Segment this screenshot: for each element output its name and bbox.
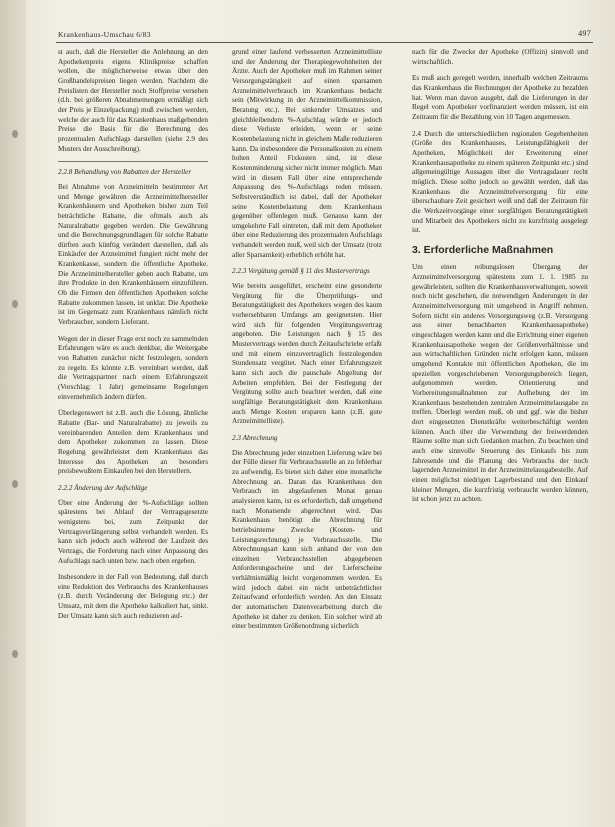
- paragraph: st auch, daß die Hersteller die Anlehnung an den Apothekenpreis eigens Klinikpreise schaffen wollen, die möglicherweise etwas über den Großhandelspreisen liegen werden. Nachdem die Preislisten der Hersteller noch Stoffpreise versehen (d.h. bei größeren Abnahmemengen ermäßigt sich der Preis je Einzelpackung) muß zwischen werden, welche der auch für das Krankenhaus maßgebenden Preise die Basis für die Berechnung des prozentualen Aufschlags darstellen (siehe 2.9 des Musters der Ausschreibung).: [58, 48, 208, 153]
- column-2: [232, 48, 382, 639]
- punch-hole: [12, 130, 18, 138]
- column-1: [58, 48, 208, 628]
- subsection-heading: 2.3 Abrechnung: [232, 433, 278, 442]
- subsection-heading: 2.2.8 Behandlung von Rabatten der Hersteller: [58, 168, 192, 177]
- paragraph: Wie bereits ausgeführt, erscheint eine gesonderte Vergütung für die Überprüfungs- und Beratungstätigkeit des Apothekers wegen des kaum vorhersehbaren Umfangs am geeignetsten. Hier wird sich für folgenden Vergütungsvertrag angeboten. Die Leistungen nach § 15 des Mustervertrags werden durch Zeitaufschriebe erfaßt und mit einem einzuvertraglich festzulegenden Stundensatz vergütet. Nach einer Erfahrungszeit kann sich auch die pauschale Abgeltung der Arbeiten empfehlen. Bei der Festlegung der Vergütung sollte auch beachtet werden, daß eine sorgfältige Beratungstätigkeit dem Krankenhaus auch Menge Kosten ersparen kann (z.B. gute Arzneimittelliste).: [232, 282, 382, 426]
- section-heading: 3. Erforderliche Maßnahmen: [412, 243, 554, 256]
- paragraph: Es muß auch geregelt werden, innerhalb welchen Zeitraums das Krankenhaus die Rechnungen der Apotheke zu bezahlen hat. Wenn man davon ausgeht, daß die Lieferungen in der Regel vom Apotheker vorfinanziert werden müssen, ist ein Zeitraum für die Bezahlung von 10 Tagen angemessen.: [412, 74, 588, 121]
- running-header: [56, 28, 593, 43]
- column-3: [412, 48, 588, 512]
- paragraph: Bei Abnahme von Arzneimitteln bestimmter Art und Menge gewähren die Arzneimittelhersteller Krankenhäusern und Apotheken bisher zum Teil beträchtliche Rabatte, die oftmals auch als Naturalrabatte gegeben werden. Die Gewährung und die Berechnungsgrundlagen für solche Rabatte dürften auch künftig verändert darstellen, daß als Einkäufer der Arzneimittel fungiert nicht mehr der Krankenkasse, sondern die öffentliche Apotheke. Die Arzneimittelhersteller geben auch Rabatte, um ihre Produkte in den Krankenhäusern einzuführen. Ob die Firmen den öffentlichen Apotheken solche Rabatte zukommen lassen, ist unklar. Die Apotheke ist im Gegensatz zum Krankenhaus nämlich nicht Verbraucher, sondern Lieferant.: [58, 182, 208, 327]
- divider: [58, 161, 208, 162]
- punch-hole: [12, 480, 18, 488]
- page-number: 497: [578, 29, 591, 38]
- punch-hole: [12, 650, 18, 658]
- paragraph: nach für die Zwecke der Apotheke (Offizin) sinnvoll und wirtschaftlich.: [412, 48, 588, 66]
- subsection-heading: 2.2.3 Vergütung gemäß § 11 des Mustervertrags: [232, 267, 370, 276]
- punch-hole: [12, 300, 18, 308]
- journal-issue: Krankenhaus-Umschau 6/83: [58, 30, 151, 39]
- paragraph: Die Abrechnung jeder einzelnen Lieferung wäre bei der Fülle dieser für Verbrauchsstelle an zu fehlerbar zu aufwendig. Es bietet sich daher eine monatliche Abrechnung an. Daran das Krankenhaus den Verbrauch im abgelaufenen Monat genau analysieren kann, ist es erforderlich, daß umgehend nach Monatsende abgerechnet wird. Das Krankenhaus benötigt die Abrechnung für betriebsinterne Zwecke (Kosten- und Leistungsrechnung) je Verbrauchsstelle. Die Abrechnungsart kann sich anhand der von den einzelnen Verbrauchsstellen abgegebenen Anforderungsscheine und der Lieferscheine verhältnismäßig leicht vorgenommen werden. Es wird jedoch dabei ein nicht unbeträchtlicher Zeitaufwand erforderlich werden. An den Einsatz der automatischen Datenverarbeitung durch die Apotheke ist daher zu denken. Ein solcher wird ab einer bestimmten Größenordnung sicherlich: [232, 448, 382, 631]
- paragraph: Überlegenswert ist z.B. auch die Lösung, ähnliche Rabatte (Bar- und Naturalrabatte) zu jeweils zu vereinbarenden Anteilen dem Krankenhaus und dem Apotheker zukommen zu lassen. Diese Regelung gewährleistet dem Krankenhaus das Interesse des Apotheken an besonders preisbewußtem Einkaufen bei den Herstellern.: [58, 409, 208, 476]
- subsection-heading: 2.2.2 Änderung der Aufschläge: [58, 483, 148, 492]
- paragraph: 2.4 Durch die unterschiedlichen regionalen Gegebenheiten (Größe des Krankenhauses, Leistungsfähigkeit der Apotheken, Möglichkeit der Erweiterung einer Krankenhausapotheke zu einem späteren Zeitpunkt etc.) sind allgemeingültige Aussagen über die Vertragsdauer recht möglich. Diese sollte jedoch so gewählt werden, daß das Krankenhaus die Arzneimittelversorgung für eine überschaubare Zeit gesichert weiß und daß der Zeitraum für die Werkzeitvorgänge einer sorgfältigen Beratungstätigkeit und Mitarbeit des Apothekers nicht zu kurzfristig ausgelegt ist.: [412, 129, 588, 235]
- paragraph: Über eine Änderung der %-Aufschläge sollten spätestens bei Ablauf der Vertragsgesetzte wenigstens bei, zum Zeitpunkt der Vertragsverlängerung selbst verhandelt werden. Es kann sich jedoch auch während der Laufzeit des Vertrags, die Forderung nach einer Anpassung des Aufschlags nach unten bzw. nach oben ergeben.: [58, 498, 208, 565]
- paragraph: Wegen der in dieser Frage erst noch zu sammelnden Erfahrungen wäre es auch denkbar, die Weitergabe von Rabatten zunächst nicht festzulegen, sondern zu regeln. Es könnte z.B. vereinbart werden, daß die Vertragspartner nach einem Erfahrungszeit (Vorschlag: 1 Jahr) gemeinsame Regelungen einvernehmlich ändern dürfen.: [58, 334, 208, 401]
- paragraph: grund einer laufend verbesserten Arzneimittelliste und der Änderung der Therapiegewohnheiten der Ärzte. Auch der Apotheker muß im Rahmen seiner Versorgungstätigkeit auf einen sparsamen Arzneimittelverbrauch im Krankenhaus bedacht sein (Mitwirkung in der Arzneimittelkommission, Beratung etc.). Bei sinkender Umsatzes und gleichbleibendem %-Aufschlag würde er jedoch diese Verluste erleiden, wenn er seine Kostenbelastung nicht in gleichem Maße reduzieren kann. Da insbesondere die Personalkosten zu einem hohen Anteil Fixkosten sind, ist diese Kostenminderung sicher nicht immer möglich. Man wird in diesem Fall über eine entsprechende Anpassung des %-Aufschlags reden müssen. Selbstverständlich ist dabei, daß der Apotheker seine Kostenbelastung dem Krankenhaus gegenüber offenlegen muß. Genauso kann der umgekehrte Fall eintreten, daß mit dem Apotheker über eine Reduzierung des prozentualen Aufschlags verhandelt werden muß, weil sich der Umsatz (trotz aller Sparsamkeit) erheblich erhöht hat.: [232, 48, 382, 259]
- binding-edge: [0, 0, 26, 827]
- paragraph: Insbesondere in der Fall von Bedeutung, daß durch eine Reduktion des Verbrauchs des Krankenhauses (z.B. durch Veränderung der Belegung etc.) der Umsatz, mit dem die Apotheke kalkuliert hat, sinkt. Der Umsatz kann sich auch reduzieren auf-: [58, 573, 208, 620]
- paragraph: Um einen reibungslosen Übergang der Arzneimittelversorgung spätestens zum 1. 1. 1985 zu gewährleisten, sollten die Krankenhausverwaltungen, soweit noch nicht geschehen, die notwendigen Änderungen in der Arzneimittelversorgung mit umgehend in Angriff nehmen. Sofern nicht ein anderes Versorgungsweg (z.B. Versorgung aus einer benachbarten Krankenhausapotheke) eingeschlagen werden kann und die Errichtung einer eigenen Krankenhausapotheke wegen der Größenverhältnisse und aus wirtschaftlichen Gründen nicht erfolgen kann, müssen umgehend Kontakte mit öffentlichen Apotheken, die im speziellen vorgeschriebenen Versorgungsbereich liegen, aufgenommen werden. Orientierung und Vorbereitungsmaßnahmen zur Aufhebung der im Krankenhaus bestehenden zentralen Arzneimittelausgabe zu treffen. Überlegt werden muß, ob und ggf. wie die bisher dort eingesetzten Dienstkräfte weiterbeschäftigt werden können. Auch über die Verwendung der freiwerdenden Räume sollte man sich Gedanken machen. Zu beachten sind auch eine sinnvolle Steuerung des Einkaufs bis zum Jahresende und die Planung des Verbrauchs der noch lagernden Arzneimittel in der Arzneimittelausgabestelle. Auf einen möglichst niedrigen Lagerbestand und den Einkauf kleiner Mengen, die kurzfristig verbraucht werden können, ist schon jetzt zu achten.: [412, 263, 588, 504]
